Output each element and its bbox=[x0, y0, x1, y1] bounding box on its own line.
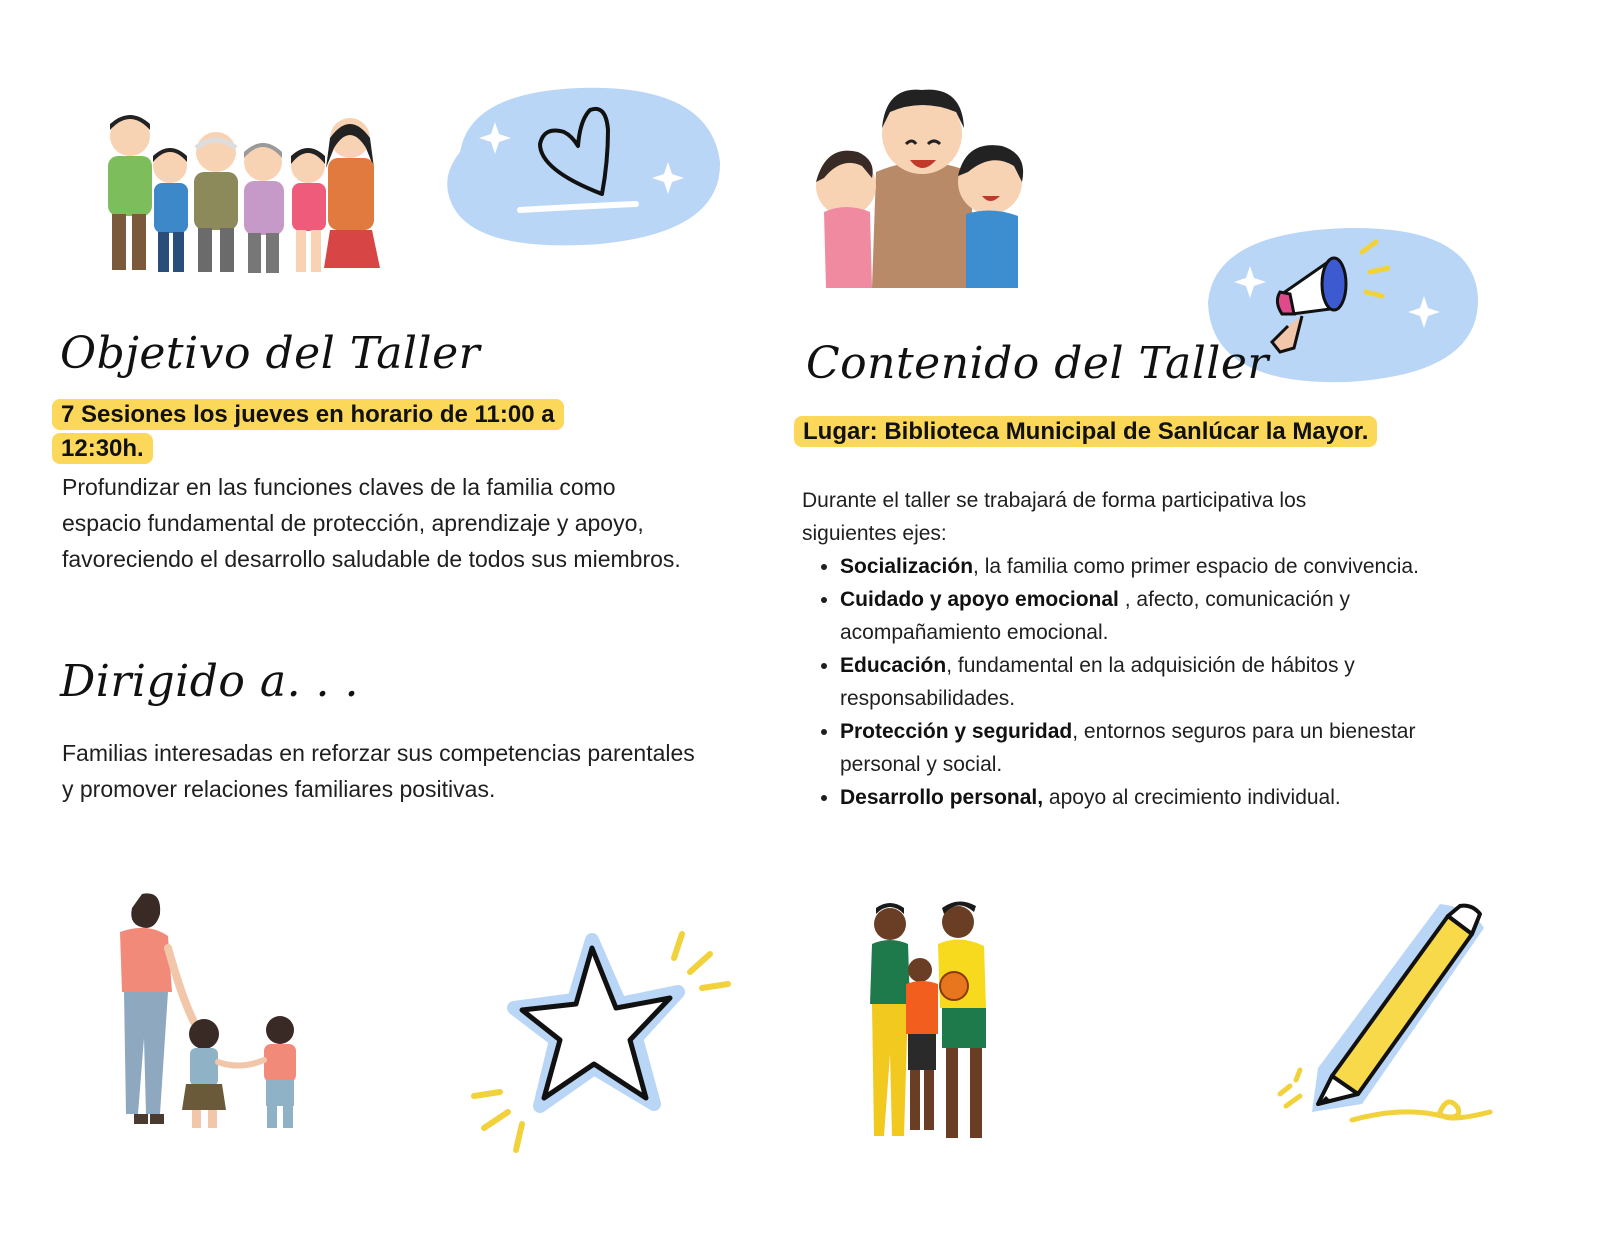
star-icon bbox=[470, 928, 740, 1158]
objective-text: Profundizar en las funciones claves de la familia como espacio fundamental de protección, aprendizaje y apoyo, favoreciendo el desarrollo saludable de todos sus miembros. bbox=[62, 474, 681, 572]
axis-bold-label: Desarrollo personal, bbox=[840, 786, 1044, 809]
list-item bbox=[840, 583, 1440, 649]
mother-walking-children-illustration bbox=[98, 888, 328, 1138]
axis-description: , la familia como primer espacio de convivencia. bbox=[973, 555, 1419, 578]
audience-text: Familias interesadas en reforzar sus competencias parentales y promover relaciones familiares positivas. bbox=[62, 740, 695, 802]
audience-title: Dirigido a. . . bbox=[60, 656, 359, 707]
father-hugging-children-illustration bbox=[806, 82, 1038, 292]
axis-description: , afecto, comunicación y acompañamiento emocional. bbox=[840, 588, 1351, 644]
family-with-ball-illustration bbox=[860, 904, 1020, 1156]
axis-bold-label: Protección y seguridad bbox=[840, 720, 1073, 743]
axes-list bbox=[802, 550, 1440, 814]
location-highlight-block bbox=[794, 415, 1454, 449]
axis-bold-label: Socialización bbox=[840, 555, 974, 578]
heart-icon bbox=[440, 82, 725, 252]
objective-title: Objetivo del Taller bbox=[60, 328, 481, 379]
family-group-illustration bbox=[98, 108, 398, 278]
list-item bbox=[840, 715, 1440, 781]
list-item bbox=[840, 649, 1440, 715]
schedule-highlight-block bbox=[52, 398, 612, 466]
pencil-icon bbox=[1272, 898, 1502, 1138]
list-item bbox=[840, 550, 1440, 583]
axis-description: , fundamental en la adquisición de hábitos y responsabilidades. bbox=[840, 654, 1355, 710]
axis-description: apoyo al crecimiento individual. bbox=[1043, 786, 1341, 809]
list-item bbox=[840, 781, 1440, 814]
schedule-highlight: 7 Sesiones los jueves en horario de 11:00 a 12:30h. bbox=[52, 399, 564, 464]
location-highlight: Lugar: Biblioteca Municipal de Sanlúcar la Mayor. bbox=[794, 416, 1377, 447]
axis-description: , entornos seguros para un bienestar personal y social. bbox=[840, 720, 1416, 776]
axis-bold-label: Cuidado y apoyo emocional bbox=[840, 588, 1119, 611]
content-title: Contenido del Taller bbox=[806, 338, 1269, 389]
axis-bold-label: Educación bbox=[840, 654, 947, 677]
content-intro: Durante el taller se trabajará de forma participativa los siguientes ejes: bbox=[802, 489, 1307, 545]
